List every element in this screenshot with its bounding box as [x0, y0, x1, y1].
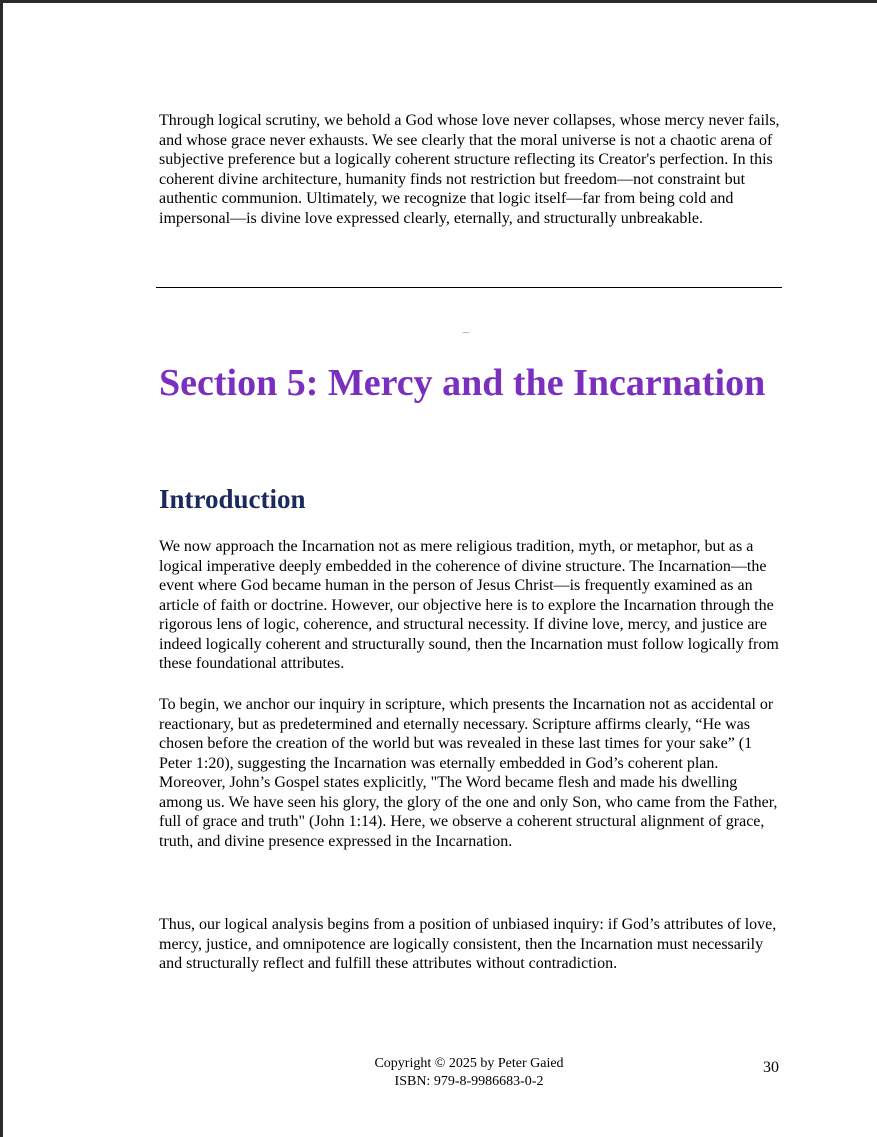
viewer-top-border	[0, 0, 877, 3]
page-number: 30	[763, 1059, 779, 1076]
body-paragraph: We now approach the Incarnation not as mere religious tradition, myth, or metaphor, but as a logical imperative deeply embedded in the coherence of divine structure. The Incarnation—the event where God became human in the person of Jesus Christ—is frequently examined as an article of faith or doctrine. However, our objective here is to explore the Incarnation through the rigorous lens of logic, coherence, and structural necessity. If divine love, mercy, and justice are indeed logically coherent and structurally sound, then the Incarnation must follow logically from these foundational attributes.	[159, 538, 779, 672]
closing-paragraph: Through logical scrutiny, we behold a God whose love never collapses, whose mercy never fails, and whose grace never exhausts. We see clearly that the moral universe is not a chaotic arena of subjective preference but a logically coherent structure reflecting its Creator's perfection. In this coherent divine architecture, humanity finds not restriction but freedom—not constraint but authentic communion. Ultimately, we recognize that logic itself—far from being cold and impersonal—is divine love expressed clearly, eternally, and structurally unbreakable.	[159, 112, 780, 227]
viewer-left-border	[0, 0, 3, 1137]
footer-copyright-block	[159, 1055, 779, 1091]
separator-mark: –	[463, 324, 469, 338]
horizontal-rule	[156, 287, 782, 288]
body-paragraph: Thus, our logical analysis begins from a position of unbiased inquiry: if God’s attributes of love, mercy, justice, and omnipotence are logically consistent, then the Incarnation must necessarily and structurally reflect and fulfill these attributes without contradiction.	[159, 916, 777, 972]
body-paragraph: To begin, we anchor our inquiry in scripture, which presents the Incarnation not as accidental or reactionary, but as predetermined and eternally necessary. Scripture affirms clearly, “He was chosen before the creation of the world but was revealed in these last times for your sake” (1 Peter 1:20), suggesting the Incarnation was eternally embedded in God’s coherent plan. Moreover, John’s Gospel states explicitly, "The Word became flesh and made his dwelling among us. We have seen his glory, the glory of the one and only Son, who came from the Father, full of grace and truth" (John 1:14). Here, we observe a coherent structural alignment of grace, truth, and divine presence expressed in the Incarnation.	[159, 696, 778, 850]
section-title: Section 5: Mercy and the Incarnation	[159, 362, 766, 404]
copyright-text: Copyright © 2025 by Peter Gaied	[374, 1056, 564, 1071]
isbn-text: ISBN: 979-8-9986683-0-2	[394, 1074, 544, 1089]
subsection-title: Introduction	[159, 484, 306, 514]
